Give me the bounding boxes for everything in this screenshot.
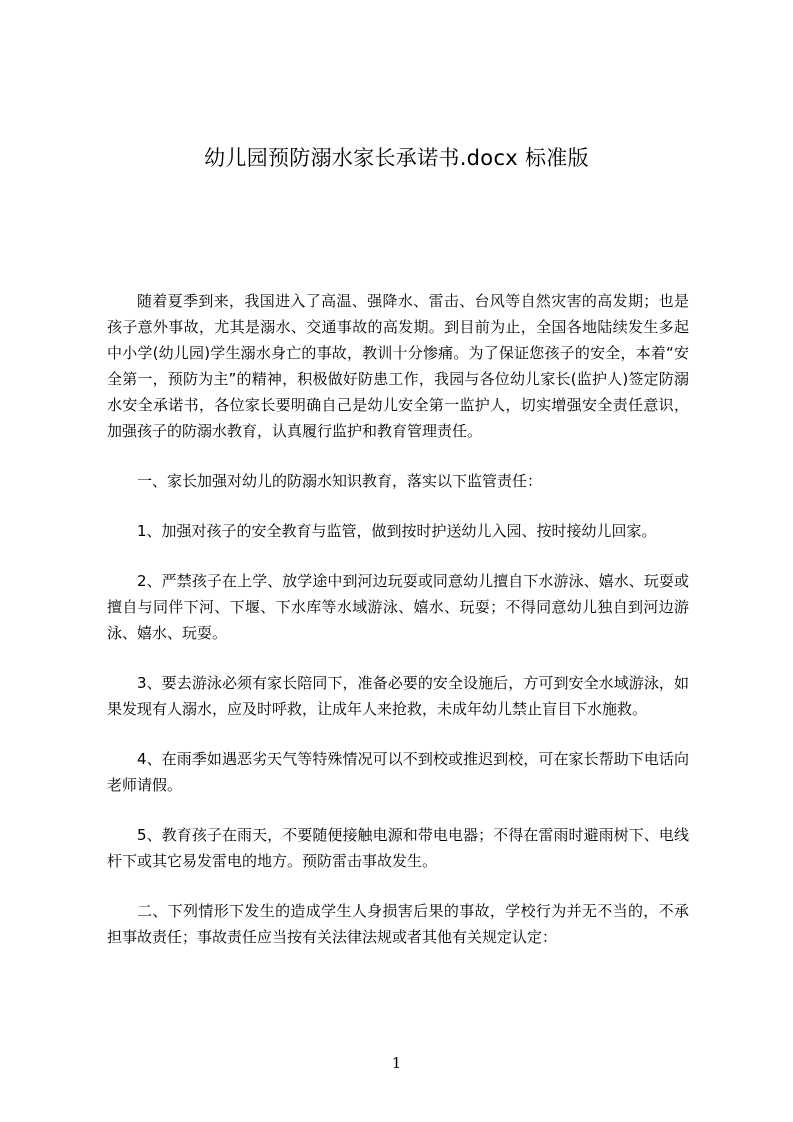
document-title: 幼儿园预防溺水家长承诺书.docx 标准版 [204,146,589,170]
intro-paragraph: 随着夏季到来，我国进入了高温、强降水、雷击、台风等自然灾害的高发期；也是孩子意外事故，尤其是溺水、交通事故的高发期。到目前为止，全国各地陆续发生多起中小学(幼儿园)学生溺水身亡的事故，教训十分惨痛。为了保证您孩子的安全，本着“安全第一，预防为主”的精神，积极做好防患工作，我园与各位幼儿家长(监护人)签定防溺水安全承诺书，各位家长要明确自己是幼儿安全第一监护人，切实增强安全责任意识，加强孩子的防溺水教育，认真履行监护和教育管理责任。 [107,292,689,440]
list-item-2: 2、严禁孩子在上学、放学途中到河边玩耍或同意幼儿擅自下水游泳、嬉水、玩耍或擅自与同伴下河、下堰、下水库等水域游泳、嬉水、玩耍；不得同意幼儿独自到河边游泳、嬉水、玩耍。 [107,572,689,642]
list-item-5: 5、教育孩子在雨天，不要随便接触电源和带电电器；不得在雷雨时避雨树下、电线杆下或其它易发雷电的地方。预防雷击事故发生。 [107,826,689,870]
list-item-4: 4、在雨季如遇恶劣天气等特殊情况可以不到校或推迟到校，可在家长帮助下电话向老师请假。 [107,750,689,794]
page-number: 1 [391,1054,402,1072]
list-item-3: 3、要去游泳必须有家长陪同下，准备必要的安全设施后，方可到安全水域游泳，如果发现有人溺水，应及时呼救，让成年人来抢救，未成年幼儿禁止盲目下水施救。 [107,674,689,718]
list-item-1: 1、加强对孩子的安全教育与监管，做到按时护送幼儿入园、按时接幼儿回家。 [137,522,657,540]
section-heading-2: 二、下列情形下发生的造成学生人身损害后果的事故，学校行为并无不当的，不承担事故责任；事故责任应当按有关法律法规或者其他有关规定认定： [107,902,689,946]
section-heading-1: 一、家长加强对幼儿的防溺水知识教育，落实以下监管责任： [137,472,543,490]
document-body [107,288,689,950]
